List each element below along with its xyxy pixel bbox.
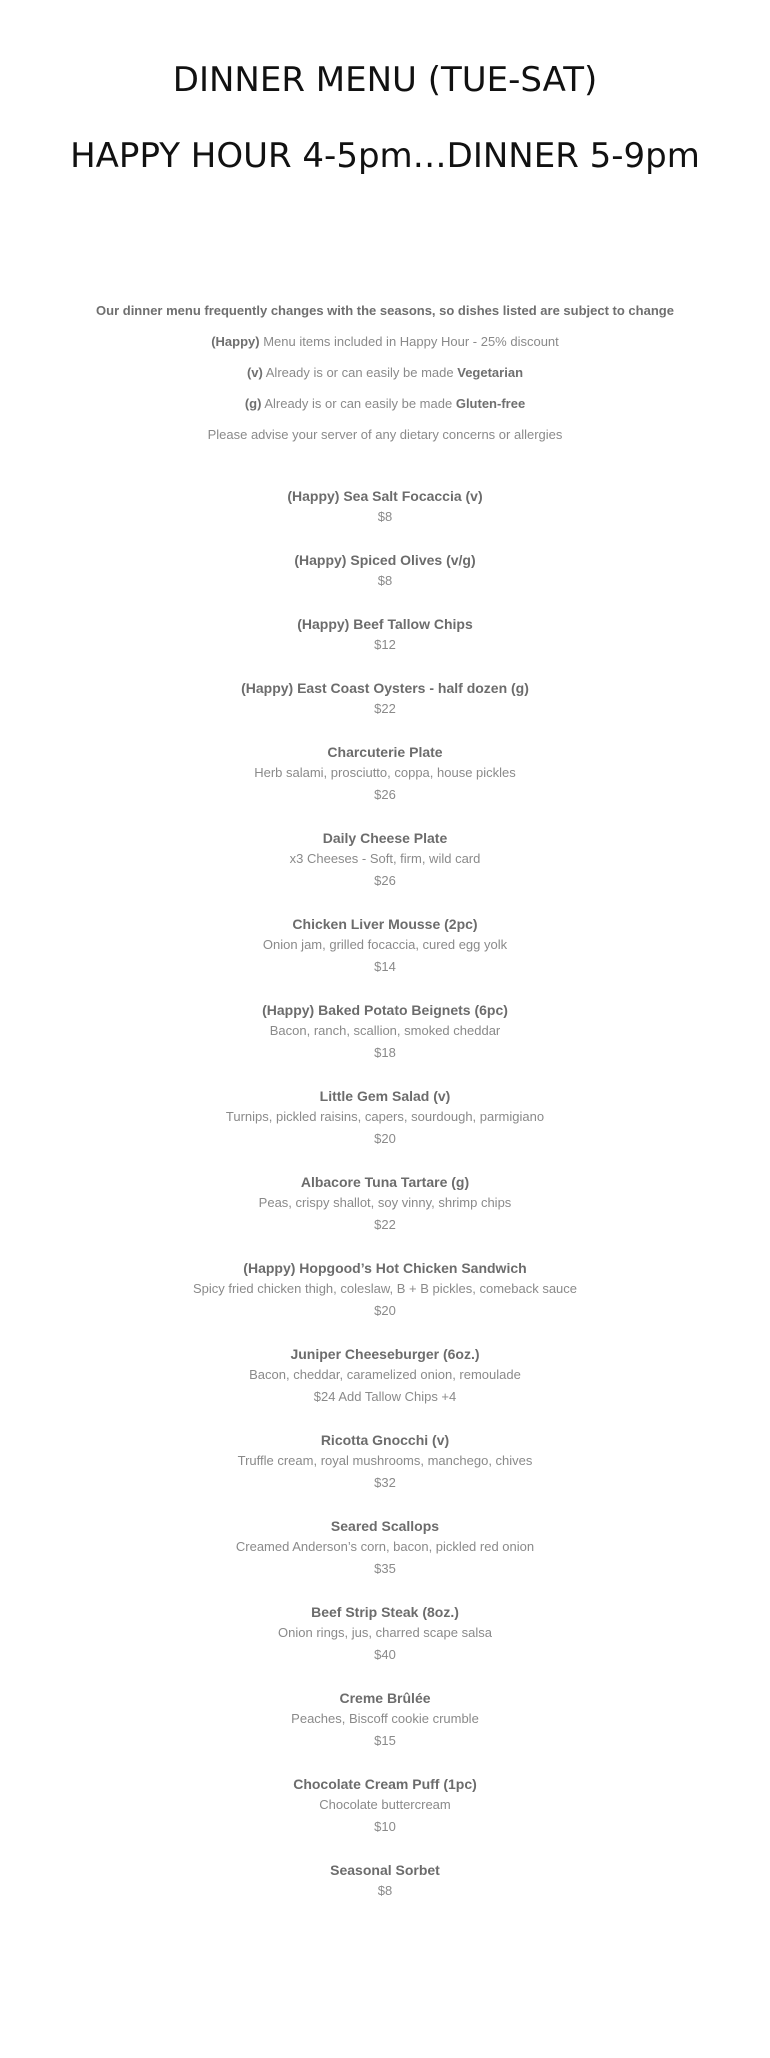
- menu-item-price: $22: [374, 701, 396, 716]
- menu-item-description: Bacon, cheddar, caramelized onion, remoulade: [249, 1367, 521, 1382]
- menu-item-name: (Happy) Baked Potato Beignets (6pc): [262, 1002, 508, 1018]
- menu-item: [0, 614, 770, 656]
- veg-legend-text: Already is or can easily be made: [262, 365, 458, 380]
- menu-item-price: $8: [377, 509, 393, 524]
- menu-item-price: $20: [374, 1131, 396, 1146]
- menu-item-price: $15: [374, 1733, 396, 1748]
- menu-item-name: (Happy) Hopgood’s Hot Chicken Sandwich: [243, 1260, 527, 1276]
- gf-key: (g): [244, 396, 262, 411]
- seasonal-note: Our dinner menu frequently changes with the seasons, so dishes listed are subject to change: [96, 303, 674, 318]
- menu-item-name: Seasonal Sorbet: [330, 1862, 440, 1878]
- menu-item-price: $8: [377, 1883, 393, 1898]
- menu-item-description: Chocolate buttercream: [319, 1797, 451, 1812]
- menu-item-price: $10: [374, 1819, 396, 1834]
- menu-item-name: Charcuterie Plate: [327, 744, 443, 760]
- menu-item-price: $22: [374, 1217, 396, 1232]
- menu-item-name: Little Gem Salad (v): [319, 1088, 451, 1104]
- menu-item-price: $26: [374, 873, 396, 888]
- allergy-note: Please advise your server of any dietary concerns or allergies: [207, 427, 563, 442]
- menu-item-description: x3 Cheeses - Soft, firm, wild card: [289, 851, 481, 866]
- happy-legend-text: Menu items included in Happy Hour - 25% discount: [259, 334, 559, 349]
- menu-item-description: Herb salami, prosciutto, coppa, house pickles: [254, 765, 516, 780]
- menu-item-description: Peas, crispy shallot, soy vinny, shrimp chips: [258, 1195, 512, 1210]
- menu-item: [0, 678, 770, 720]
- menu-item-price: $24 Add Tallow Chips +4: [313, 1389, 457, 1404]
- menu-item-description: Turnips, pickled raisins, capers, sourdough, parmigiano: [225, 1109, 545, 1124]
- menu-item: [0, 1516, 770, 1580]
- menu-item-price: $14: [374, 959, 396, 974]
- menu-item-price: $26: [374, 787, 396, 802]
- vegetarian-legend: [0, 364, 770, 382]
- menu-item-description: Peaches, Biscoff cookie crumble: [291, 1711, 479, 1726]
- menu-item-name: Seared Scallops: [330, 1518, 440, 1534]
- menu-item-description: Truffle cream, royal mushrooms, manchego, chives: [237, 1453, 533, 1468]
- menu-item-name: Chicken Liver Mousse (2pc): [292, 916, 478, 932]
- menu-item: [0, 1688, 770, 1752]
- menu-item: [0, 1860, 770, 1902]
- menu-item-description: Creamed Anderson’s corn, bacon, pickled red onion: [235, 1539, 535, 1554]
- menu-item: [0, 1086, 770, 1150]
- menu-item-price: $18: [374, 1045, 396, 1060]
- menu-item-price: $20: [374, 1303, 396, 1318]
- menu-item-description: Spicy fried chicken thigh, coleslaw, B + B pickles, comeback sauce: [192, 1281, 578, 1296]
- menu-item-name: Ricotta Gnocchi (v): [320, 1432, 450, 1448]
- menu-item-name: (Happy) Beef Tallow Chips: [297, 616, 473, 632]
- menu-item-name: Juniper Cheeseburger (6oz.): [290, 1346, 480, 1362]
- menu-item-price: $32: [374, 1475, 396, 1490]
- menu-item: [0, 1430, 770, 1494]
- menu-item: [0, 1774, 770, 1838]
- happy-key: (Happy): [211, 334, 260, 349]
- happy-legend: [0, 333, 770, 351]
- veg-word: Vegetarian: [457, 365, 524, 380]
- menu-item: [0, 1344, 770, 1408]
- menu-item-description: Onion rings, jus, charred scape salsa: [278, 1625, 492, 1640]
- menu-item-description: Bacon, ranch, scallion, smoked cheddar: [269, 1023, 501, 1038]
- menu-item-price: $8: [377, 573, 393, 588]
- menu-item-name: (Happy) Sea Salt Focaccia (v): [287, 488, 483, 504]
- menu-item: [0, 828, 770, 892]
- page-title: DINNER MENU (TUE-SAT): [172, 60, 598, 100]
- gf-legend-text: Already is or can easily be made: [261, 396, 456, 411]
- menu-item-name: (Happy) Spiced Olives (v/g): [294, 552, 476, 568]
- menu-item-name: Daily Cheese Plate: [322, 830, 448, 846]
- menu-list: [0, 486, 770, 1902]
- menu-item-price: $40: [374, 1647, 396, 1662]
- veg-key: (v): [246, 365, 263, 380]
- menu-item-name: Albacore Tuna Tartare (g): [300, 1174, 470, 1190]
- menu-item: [0, 1172, 770, 1236]
- menu-item-name: (Happy) East Coast Oysters - half dozen (g): [241, 680, 529, 696]
- menu-item-name: Creme Brûlée: [339, 1690, 431, 1706]
- menu-item: [0, 1602, 770, 1666]
- menu-item-description: Onion jam, grilled focaccia, cured egg yolk: [262, 937, 508, 952]
- menu-item-price: $12: [374, 637, 396, 652]
- menu-item: [0, 914, 770, 978]
- menu-item-name: Beef Strip Steak (8oz.): [311, 1604, 459, 1620]
- hours-subtitle: HAPPY HOUR 4-5pm…DINNER 5-9pm: [70, 136, 700, 176]
- menu-item: [0, 486, 770, 528]
- menu-item: [0, 550, 770, 592]
- gf-word: Gluten-free: [455, 396, 526, 411]
- menu-item: [0, 742, 770, 806]
- menu-item: [0, 1000, 770, 1064]
- menu-item-name: Chocolate Cream Puff (1pc): [293, 1776, 477, 1792]
- menu-intro: [0, 302, 770, 444]
- gluten-free-legend: [0, 395, 770, 413]
- menu-item: [0, 1258, 770, 1322]
- menu-item-price: $35: [374, 1561, 396, 1576]
